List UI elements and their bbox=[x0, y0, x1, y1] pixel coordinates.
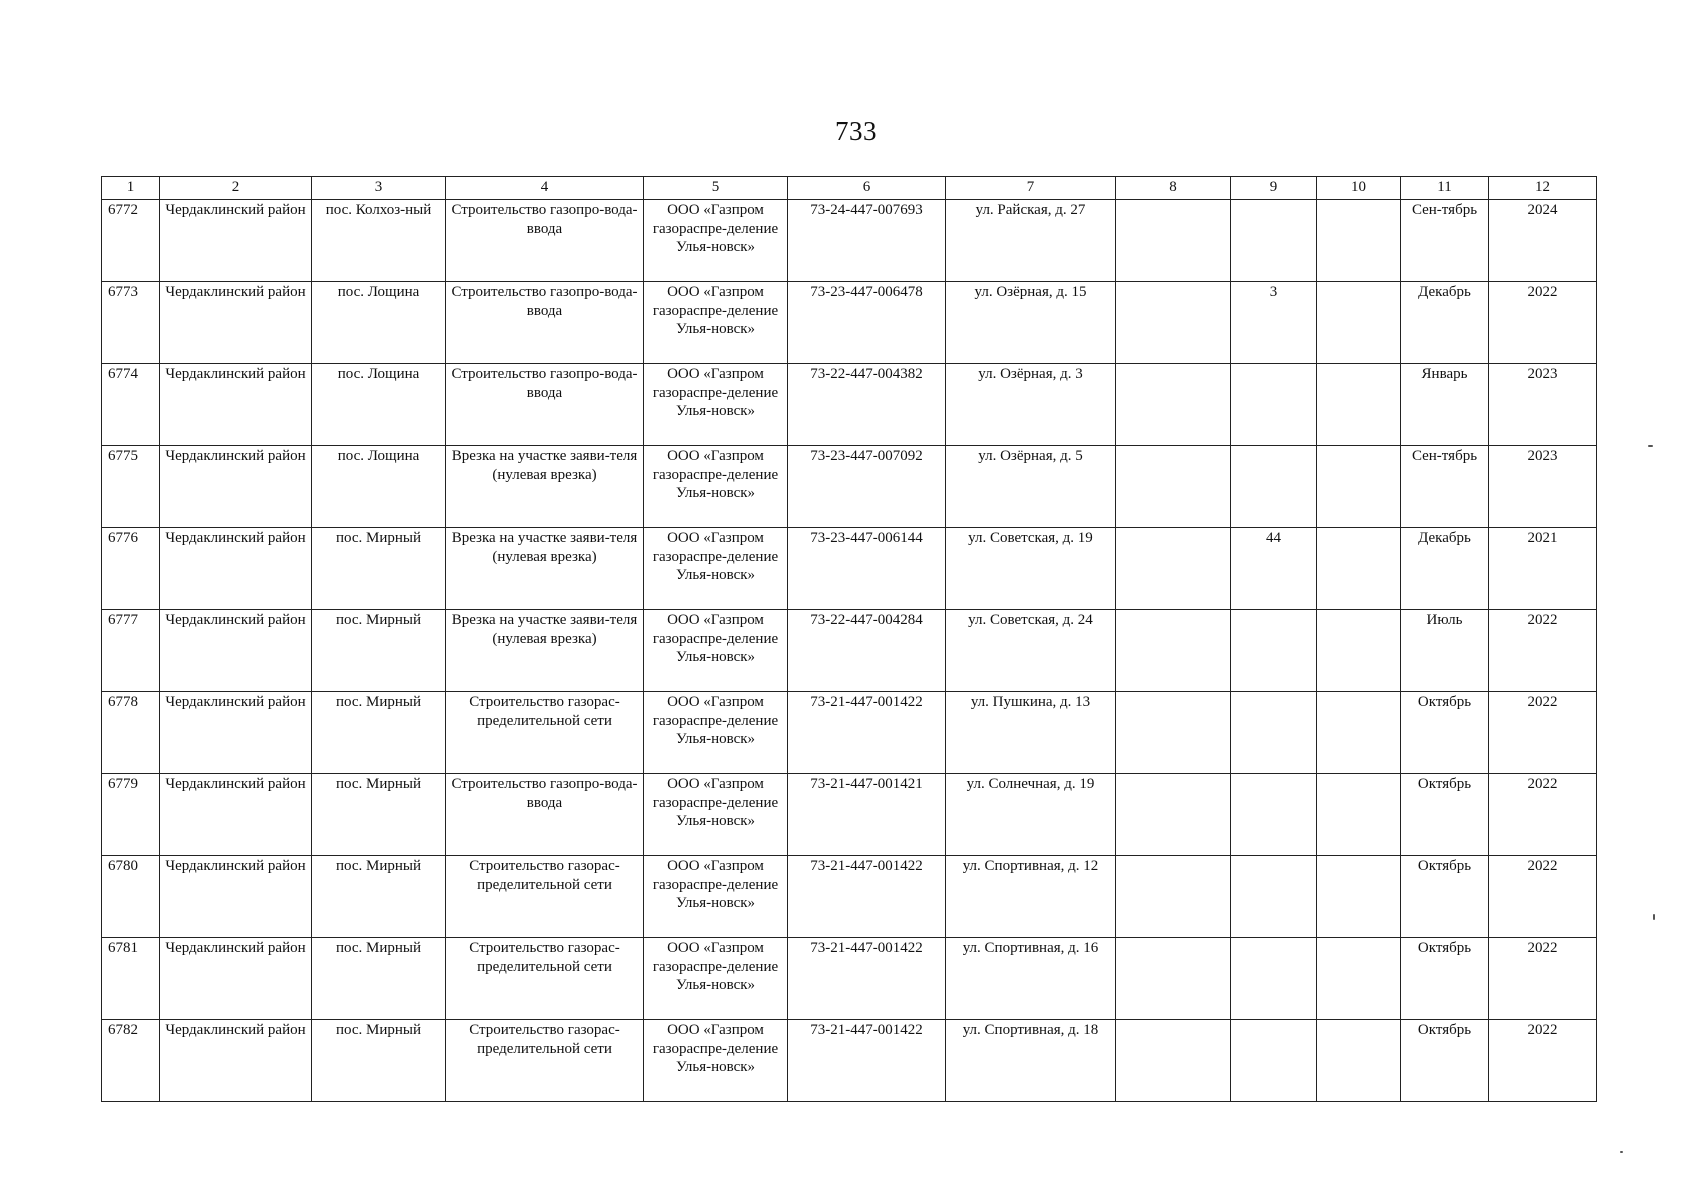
table-body bbox=[102, 200, 1597, 1102]
cell-col10 bbox=[1317, 528, 1401, 610]
cell-application-id: 73-21-447-001422 bbox=[788, 938, 946, 1020]
cell-col9 bbox=[1231, 446, 1317, 528]
cell-application-id: 73-21-447-001422 bbox=[788, 1020, 946, 1102]
cell-application-id: 73-21-447-001422 bbox=[788, 856, 946, 938]
cell-district: Чердаклинский район bbox=[160, 856, 312, 938]
cell-number: 6780 bbox=[102, 856, 160, 938]
cell-year: 2021 bbox=[1489, 528, 1597, 610]
cell-number: 6775 bbox=[102, 446, 160, 528]
cell-settlement: пос. Лощина bbox=[312, 446, 446, 528]
cell-col9: 44 bbox=[1231, 528, 1317, 610]
cell-col10 bbox=[1317, 282, 1401, 364]
cell-work-type: Строительство газорас-пределительной сети bbox=[446, 692, 644, 774]
scan-speck bbox=[1648, 445, 1653, 447]
cell-settlement: пос. Мирный bbox=[312, 938, 446, 1020]
cell-month: Сен-тябрь bbox=[1401, 446, 1489, 528]
cell-organization: ООО «Газпром газораспре-деление Улья-новск» bbox=[644, 282, 788, 364]
cell-col8 bbox=[1116, 364, 1231, 446]
cell-address: ул. Озёрная, д. 3 bbox=[946, 364, 1116, 446]
cell-col9: 3 bbox=[1231, 282, 1317, 364]
cell-col9 bbox=[1231, 364, 1317, 446]
cell-month: Июль bbox=[1401, 610, 1489, 692]
cell-address: ул. Солнечная, д. 19 bbox=[946, 774, 1116, 856]
cell-address: ул. Озёрная, д. 5 bbox=[946, 446, 1116, 528]
cell-organization: ООО «Газпром газораспре-деление Улья-новск» bbox=[644, 1020, 788, 1102]
cell-number: 6778 bbox=[102, 692, 160, 774]
cell-col10 bbox=[1317, 1020, 1401, 1102]
cell-col9 bbox=[1231, 610, 1317, 692]
cell-year: 2024 bbox=[1489, 200, 1597, 282]
cell-district: Чердаклинский район bbox=[160, 774, 312, 856]
cell-address: ул. Спортивная, д. 16 bbox=[946, 938, 1116, 1020]
cell-settlement: пос. Мирный bbox=[312, 856, 446, 938]
cell-work-type: Врезка на участке заяви-теля (нулевая врезка) bbox=[446, 610, 644, 692]
cell-number: 6776 bbox=[102, 528, 160, 610]
cell-district: Чердаклинский район bbox=[160, 364, 312, 446]
table-row bbox=[102, 200, 1597, 282]
cell-application-id: 73-23-447-006478 bbox=[788, 282, 946, 364]
table-row bbox=[102, 692, 1597, 774]
cell-application-id: 73-24-447-007693 bbox=[788, 200, 946, 282]
column-header-6: 6 bbox=[788, 177, 946, 200]
cell-year: 2022 bbox=[1489, 692, 1597, 774]
scan-speck bbox=[1620, 1151, 1623, 1153]
column-header-3: 3 bbox=[312, 177, 446, 200]
cell-application-id: 73-22-447-004284 bbox=[788, 610, 946, 692]
cell-month: Сен-тябрь bbox=[1401, 200, 1489, 282]
cell-col9 bbox=[1231, 692, 1317, 774]
cell-organization: ООО «Газпром газораспре-деление Улья-новск» bbox=[644, 856, 788, 938]
cell-application-id: 73-23-447-006144 bbox=[788, 528, 946, 610]
cell-address: ул. Пушкина, д. 13 bbox=[946, 692, 1116, 774]
page-number: 733 bbox=[835, 116, 877, 146]
column-header-10: 10 bbox=[1317, 177, 1401, 200]
table-row bbox=[102, 282, 1597, 364]
cell-work-type: Строительство газопро-вода-ввода bbox=[446, 364, 644, 446]
cell-col10 bbox=[1317, 774, 1401, 856]
cell-month: Октябрь bbox=[1401, 692, 1489, 774]
cell-month: Декабрь bbox=[1401, 282, 1489, 364]
header-row bbox=[102, 177, 1597, 200]
cell-settlement: пос. Колхоз-ный bbox=[312, 200, 446, 282]
cell-col9 bbox=[1231, 1020, 1317, 1102]
cell-settlement: пос. Мирный bbox=[312, 774, 446, 856]
cell-organization: ООО «Газпром газораспре-деление Улья-новск» bbox=[644, 774, 788, 856]
column-header-5: 5 bbox=[644, 177, 788, 200]
cell-organization: ООО «Газпром газораспре-деление Улья-новск» bbox=[644, 528, 788, 610]
cell-month: Октябрь bbox=[1401, 938, 1489, 1020]
cell-organization: ООО «Газпром газораспре-деление Улья-новск» bbox=[644, 610, 788, 692]
cell-application-id: 73-21-447-001421 bbox=[788, 774, 946, 856]
cell-work-type: Врезка на участке заяви-теля (нулевая врезка) bbox=[446, 446, 644, 528]
cell-col10 bbox=[1317, 610, 1401, 692]
cell-district: Чердаклинский район bbox=[160, 610, 312, 692]
cell-year: 2022 bbox=[1489, 774, 1597, 856]
table-row bbox=[102, 774, 1597, 856]
cell-address: ул. Спортивная, д. 18 bbox=[946, 1020, 1116, 1102]
cell-number: 6772 bbox=[102, 200, 160, 282]
cell-settlement: пос. Мирный bbox=[312, 692, 446, 774]
cell-district: Чердаклинский район bbox=[160, 528, 312, 610]
cell-col8 bbox=[1116, 774, 1231, 856]
cell-organization: ООО «Газпром газораспре-деление Улья-новск» bbox=[644, 938, 788, 1020]
cell-work-type: Строительство газорас-пределительной сети bbox=[446, 856, 644, 938]
cell-year: 2022 bbox=[1489, 856, 1597, 938]
cell-district: Чердаклинский район bbox=[160, 1020, 312, 1102]
cell-year: 2023 bbox=[1489, 364, 1597, 446]
cell-number: 6774 bbox=[102, 364, 160, 446]
column-header-4: 4 bbox=[446, 177, 644, 200]
table-row bbox=[102, 938, 1597, 1020]
cell-month: Октябрь bbox=[1401, 774, 1489, 856]
table-row bbox=[102, 528, 1597, 610]
cell-work-type: Врезка на участке заяви-теля (нулевая врезка) bbox=[446, 528, 644, 610]
gasification-table bbox=[101, 176, 1597, 1102]
column-header-9: 9 bbox=[1231, 177, 1317, 200]
cell-application-id: 73-23-447-007092 bbox=[788, 446, 946, 528]
cell-district: Чердаклинский район bbox=[160, 938, 312, 1020]
column-header-12: 12 bbox=[1489, 177, 1597, 200]
cell-year: 2023 bbox=[1489, 446, 1597, 528]
cell-col8 bbox=[1116, 282, 1231, 364]
cell-district: Чердаклинский район bbox=[160, 446, 312, 528]
cell-col9 bbox=[1231, 938, 1317, 1020]
cell-settlement: пос. Лощина bbox=[312, 282, 446, 364]
scan-speck bbox=[1653, 914, 1655, 920]
cell-work-type: Строительство газорас-пределительной сети bbox=[446, 938, 644, 1020]
cell-month: Январь bbox=[1401, 364, 1489, 446]
cell-col8 bbox=[1116, 692, 1231, 774]
cell-year: 2022 bbox=[1489, 610, 1597, 692]
cell-district: Чердаклинский район bbox=[160, 200, 312, 282]
cell-month: Октябрь bbox=[1401, 856, 1489, 938]
cell-number: 6777 bbox=[102, 610, 160, 692]
cell-number: 6781 bbox=[102, 938, 160, 1020]
cell-work-type: Строительство газопро-вода-ввода bbox=[446, 200, 644, 282]
cell-col8 bbox=[1116, 200, 1231, 282]
cell-number: 6782 bbox=[102, 1020, 160, 1102]
cell-organization: ООО «Газпром газораспре-деление Улья-новск» bbox=[644, 446, 788, 528]
cell-year: 2022 bbox=[1489, 938, 1597, 1020]
cell-settlement: пос. Мирный bbox=[312, 1020, 446, 1102]
cell-address: ул. Озёрная, д. 15 bbox=[946, 282, 1116, 364]
cell-address: ул. Спортивная, д. 12 bbox=[946, 856, 1116, 938]
cell-work-type: Строительство газорас-пределительной сети bbox=[446, 1020, 644, 1102]
cell-organization: ООО «Газпром газораспре-деление Улья-новск» bbox=[644, 692, 788, 774]
cell-col8 bbox=[1116, 938, 1231, 1020]
cell-settlement: пос. Мирный bbox=[312, 528, 446, 610]
cell-number: 6773 bbox=[102, 282, 160, 364]
cell-settlement: пос. Лощина bbox=[312, 364, 446, 446]
cell-col10 bbox=[1317, 364, 1401, 446]
column-header-1: 1 bbox=[102, 177, 160, 200]
cell-col8 bbox=[1116, 610, 1231, 692]
cell-number: 6779 bbox=[102, 774, 160, 856]
cell-col10 bbox=[1317, 856, 1401, 938]
cell-month: Октябрь bbox=[1401, 1020, 1489, 1102]
cell-col10 bbox=[1317, 692, 1401, 774]
column-header-8: 8 bbox=[1116, 177, 1231, 200]
cell-district: Чердаклинский район bbox=[160, 692, 312, 774]
cell-district: Чердаклинский район bbox=[160, 282, 312, 364]
table-row bbox=[102, 446, 1597, 528]
cell-col9 bbox=[1231, 200, 1317, 282]
cell-col9 bbox=[1231, 774, 1317, 856]
table-row bbox=[102, 856, 1597, 938]
cell-col10 bbox=[1317, 938, 1401, 1020]
table-row bbox=[102, 610, 1597, 692]
cell-work-type: Строительство газопро-вода-ввода bbox=[446, 774, 644, 856]
cell-col8 bbox=[1116, 856, 1231, 938]
column-header-2: 2 bbox=[160, 177, 312, 200]
table-row bbox=[102, 364, 1597, 446]
cell-address: ул. Райская, д. 27 bbox=[946, 200, 1116, 282]
cell-organization: ООО «Газпром газораспре-деление Улья-новск» bbox=[644, 200, 788, 282]
cell-year: 2022 bbox=[1489, 1020, 1597, 1102]
document-table-container bbox=[101, 176, 1596, 1102]
cell-col8 bbox=[1116, 446, 1231, 528]
cell-col8 bbox=[1116, 1020, 1231, 1102]
cell-col9 bbox=[1231, 856, 1317, 938]
column-header-7: 7 bbox=[946, 177, 1116, 200]
cell-address: ул. Советская, д. 24 bbox=[946, 610, 1116, 692]
table-row bbox=[102, 1020, 1597, 1102]
column-header-11: 11 bbox=[1401, 177, 1489, 200]
cell-address: ул. Советская, д. 19 bbox=[946, 528, 1116, 610]
cell-work-type: Строительство газопро-вода-ввода bbox=[446, 282, 644, 364]
cell-year: 2022 bbox=[1489, 282, 1597, 364]
cell-col10 bbox=[1317, 446, 1401, 528]
cell-settlement: пос. Мирный bbox=[312, 610, 446, 692]
cell-col10 bbox=[1317, 200, 1401, 282]
cell-organization: ООО «Газпром газораспре-деление Улья-новск» bbox=[644, 364, 788, 446]
cell-application-id: 73-21-447-001422 bbox=[788, 692, 946, 774]
cell-month: Декабрь bbox=[1401, 528, 1489, 610]
cell-application-id: 73-22-447-004382 bbox=[788, 364, 946, 446]
cell-col8 bbox=[1116, 528, 1231, 610]
